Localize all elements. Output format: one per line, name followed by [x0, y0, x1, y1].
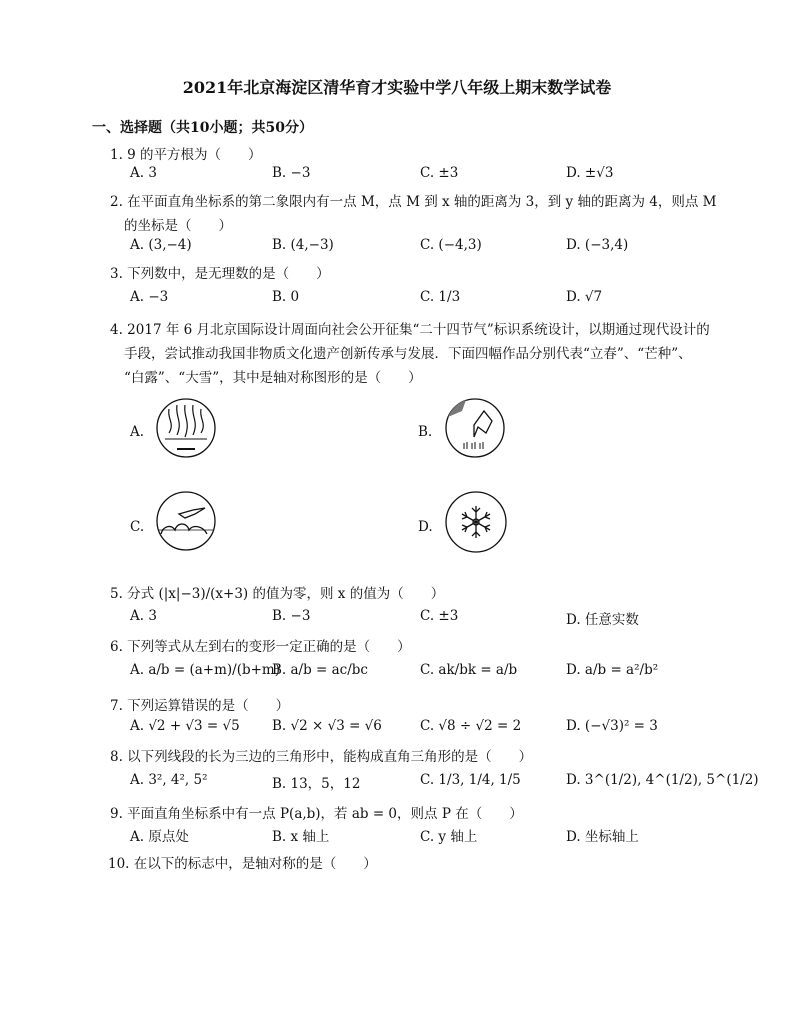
q6-option-b: B. a/b = ac/bc: [272, 662, 368, 678]
section-heading: 一、选择题（共10小题；共50分）: [92, 120, 313, 136]
q5-option-a: A. 3: [130, 608, 157, 624]
question-10-stem: 10. 在以下的标志中，是轴对称的是（ ）: [108, 856, 377, 872]
q4-option-a: A.: [130, 424, 145, 440]
q1-option-a: A. 3: [130, 165, 157, 181]
q6-option-c: C. ak/bk = a/b: [420, 662, 518, 678]
question-4-stem-line3: “白露”、“大雪”，其中是轴对称图形的是（ ）: [124, 370, 422, 386]
q2-option-a: A. (3,−4): [130, 237, 192, 253]
question-8-stem: 8. 以下列线段的长为三边的三角形中，能构成直角三角形的是（ ）: [110, 749, 533, 765]
q1-option-d: D. ±√3: [566, 165, 614, 181]
bailu-emblem-icon: [155, 490, 217, 552]
question-5-stem: 5. 分式 (|x|−3)/(x+3) 的值为零，则 x 的值为（ ）: [110, 586, 445, 602]
q3-option-b: B. 0: [272, 289, 300, 305]
question-2-stem-line1: 2. 在平面直角坐标系的第二象限内有一点 M，点 M 到 x 轴的距离为 3，到 y 轴的距离为 4，则点 M: [110, 194, 717, 210]
q9-option-c: C. y 轴上: [420, 829, 478, 845]
q2-option-d: D. (−3,4): [566, 237, 629, 253]
q1-option-c: C. ±3: [420, 165, 459, 181]
q9-option-d: D. 坐标轴上: [566, 829, 639, 845]
question-2-stem-line2: 的坐标是（ ）: [124, 218, 232, 234]
q5-option-b: B. −3: [272, 608, 311, 624]
question-1-stem: 1. 9 的平方根为（ ）: [110, 147, 262, 163]
lichun-emblem-icon: [155, 397, 217, 459]
page-title: 2021年北京海淀区清华育才实验中学八年级上期末数学试卷: [182, 78, 612, 97]
q7-option-d: D. (−√3)² = 3: [566, 718, 658, 734]
question-4-stem-line1: 4. 2017 年 6 月北京国际设计周面向社会公开征集“二十四节气”标识系统设计，以期通过现代设计的: [110, 322, 710, 338]
q7-option-c: C. √8 ÷ √2 = 2: [420, 718, 522, 734]
q6-option-a: A. a/b = (a+m)/(b+m): [130, 662, 280, 678]
q9-option-a: A. 原点处: [130, 829, 189, 845]
q1-option-b: B. −3: [272, 165, 311, 181]
q8-option-d: D. 3^(1/2), 4^(1/2), 5^(1/2): [566, 772, 759, 788]
q3-option-c: C. 1/3: [420, 289, 461, 305]
q8-option-a: A. 3², 4², 5²: [130, 772, 208, 788]
question-7-stem: 7. 下列运算错误的是（ ）: [110, 698, 290, 714]
q3-option-a: A. −3: [130, 289, 169, 305]
question-4-stem-line2: 手段，尝试推动我国非物质文化遗产创新传承与发展．下面四幅作品分别代表“立春”、“芒种”、: [124, 346, 692, 362]
q8-option-c: C. 1/3, 1/4, 1/5: [420, 772, 521, 788]
question-9-stem: 9. 平面直角坐标系中有一点 P(a,b)，若 ab = 0，则点 P 在（ ）: [110, 806, 523, 822]
q5-option-c: C. ±3: [420, 608, 459, 624]
q4-option-c: C.: [130, 519, 145, 535]
q7-option-a: A. √2 + √3 = √5: [130, 718, 240, 734]
q7-option-b: B. √2 × √3 = √6: [272, 718, 382, 734]
q2-option-b: B. (4,−3): [272, 237, 334, 253]
q8-option-b: B. 13，5，12: [272, 776, 361, 792]
daxue-snowflake-emblem-icon: [444, 490, 508, 554]
q6-option-d: D. a/b = a²/b²: [566, 662, 659, 678]
q5-option-d: D. 任意实数: [566, 612, 639, 628]
q2-option-c: C. (−4,3): [420, 237, 482, 253]
mangzhong-emblem-icon: [444, 397, 506, 459]
question-6-stem: 6. 下列等式从左到右的变形一定正确的是（ ）: [110, 639, 411, 655]
q4-option-d: D.: [418, 519, 433, 535]
q3-option-d: D. √7: [566, 289, 603, 305]
q9-option-b: B. x 轴上: [272, 829, 330, 845]
q4-option-b: B.: [418, 424, 433, 440]
question-3-stem: 3. 下列数中，是无理数的是（ ）: [110, 266, 330, 282]
